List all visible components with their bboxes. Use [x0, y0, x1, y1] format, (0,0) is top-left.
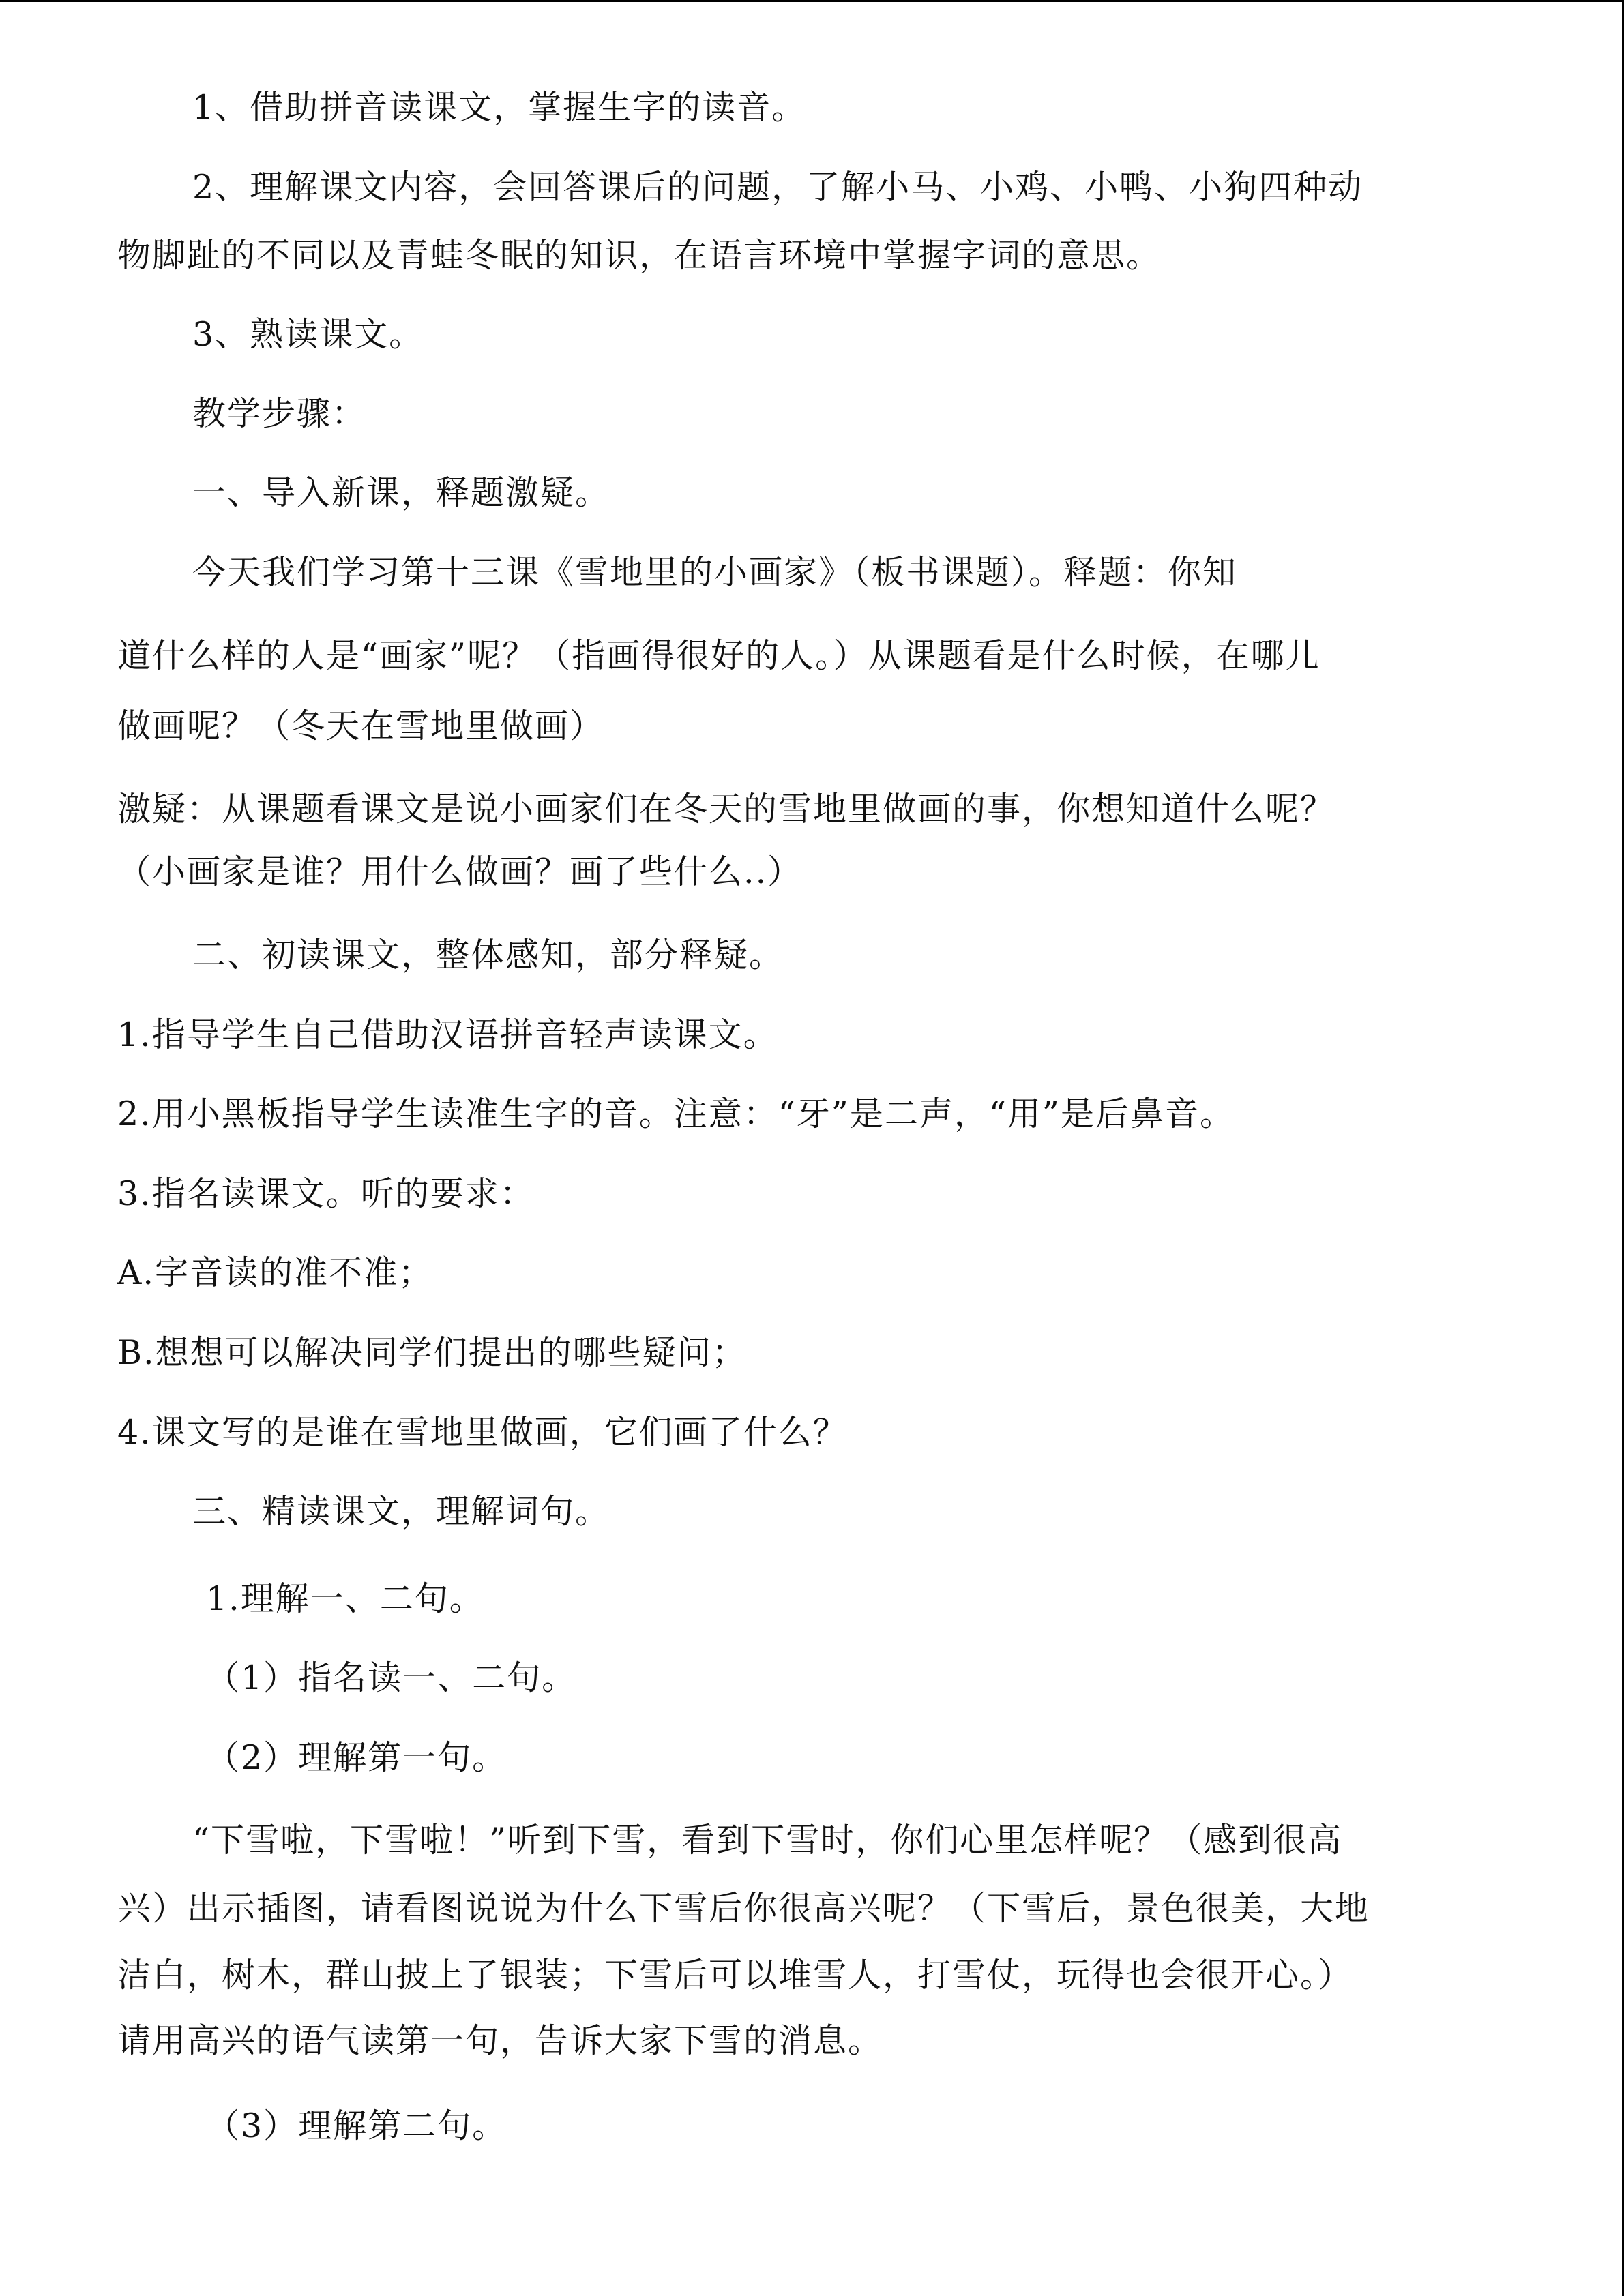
step-2-3: 3.指名读课文。听的要求：	[117, 1174, 535, 1213]
paragraph-snow-line-4: 请用高兴的语气读第一句，告诉大家下雪的消息。	[117, 2021, 883, 2060]
step-3-1-3: （3）理解第二句。	[206, 2106, 507, 2145]
step-3-1-2: （2）理解第一句。	[206, 1738, 507, 1777]
paragraph-question-line-2: （小画家是谁？用什么做画？画了些什么..）	[117, 852, 803, 891]
paragraph-snow-line-2: 兴）出示插图，请看图说说为什么下雪后你很高兴呢？（下雪后，景色很美，大地	[117, 1889, 1370, 1928]
paragraph-snow-line-1: “下雪啦，下雪啦！”听到下雪，看到下雪时，你们心里怎样呢？（感到很高	[192, 1821, 1343, 1860]
step-2-4: 4.课文写的是谁在雪地里做画，它们画了什么？	[117, 1413, 848, 1452]
section-3-heading: 三、精读课文，理解词句。	[192, 1492, 610, 1531]
section-1-heading: 一、导入新课，释题激疑。	[192, 473, 610, 512]
step-3-1: 1.理解一、二句。	[206, 1579, 484, 1618]
step-2-2: 2.用小黑板指导学生读准生字的音。注意：“牙”是二声，“用”是后鼻音。	[117, 1094, 1235, 1133]
paragraph-snow-line-3: 洁白，树木，群山披上了银装；下雪后可以堆雪人，打雪仗，玩得也会很开心。）	[117, 1956, 1353, 1995]
step-2-3-a: A.字音读的准不准；	[117, 1253, 433, 1292]
paragraph-question-line-1: 激疑：从课题看课文是说小画家们在冬天的雪地里做画的事，你想知道什么呢？	[117, 790, 1335, 829]
objective-1: 1、借助拼音读课文，掌握生字的读音。	[192, 88, 807, 127]
step-3-1-1: （1）指名读一、二句。	[206, 1658, 577, 1697]
paragraph-intro-line-3: 做画呢？（冬天在雪地里做画）	[117, 706, 605, 745]
section-2-heading: 二、初读课文，整体感知，部分释疑。	[192, 936, 784, 974]
step-2-3-b: B.想想可以解决同学们提出的哪些疑问；	[117, 1333, 747, 1372]
teaching-steps-heading: 教学步骤：	[192, 394, 367, 433]
step-2-1: 1.指导学生自己借助汉语拼音轻声读课文。	[117, 1015, 778, 1054]
objective-2-line-1: 2、理解课文内容，会回答课后的问题，了解小马、小鸡、小鸭、小狗四种动	[192, 168, 1363, 207]
paragraph-intro-line-1: 今天我们学习第十三课《雪地里的小画家》（板书课题）。释题：你知	[192, 553, 1238, 592]
objective-2-line-2: 物脚趾的不同以及青蛙冬眠的知识，在语言环境中掌握字词的意思。	[117, 236, 1162, 275]
objective-3: 3、熟读课文。	[192, 315, 424, 354]
paragraph-intro-line-2: 道什么样的人是“画家”呢？（指画得很好的人。）从课题看是什么时候，在哪儿	[117, 636, 1320, 675]
